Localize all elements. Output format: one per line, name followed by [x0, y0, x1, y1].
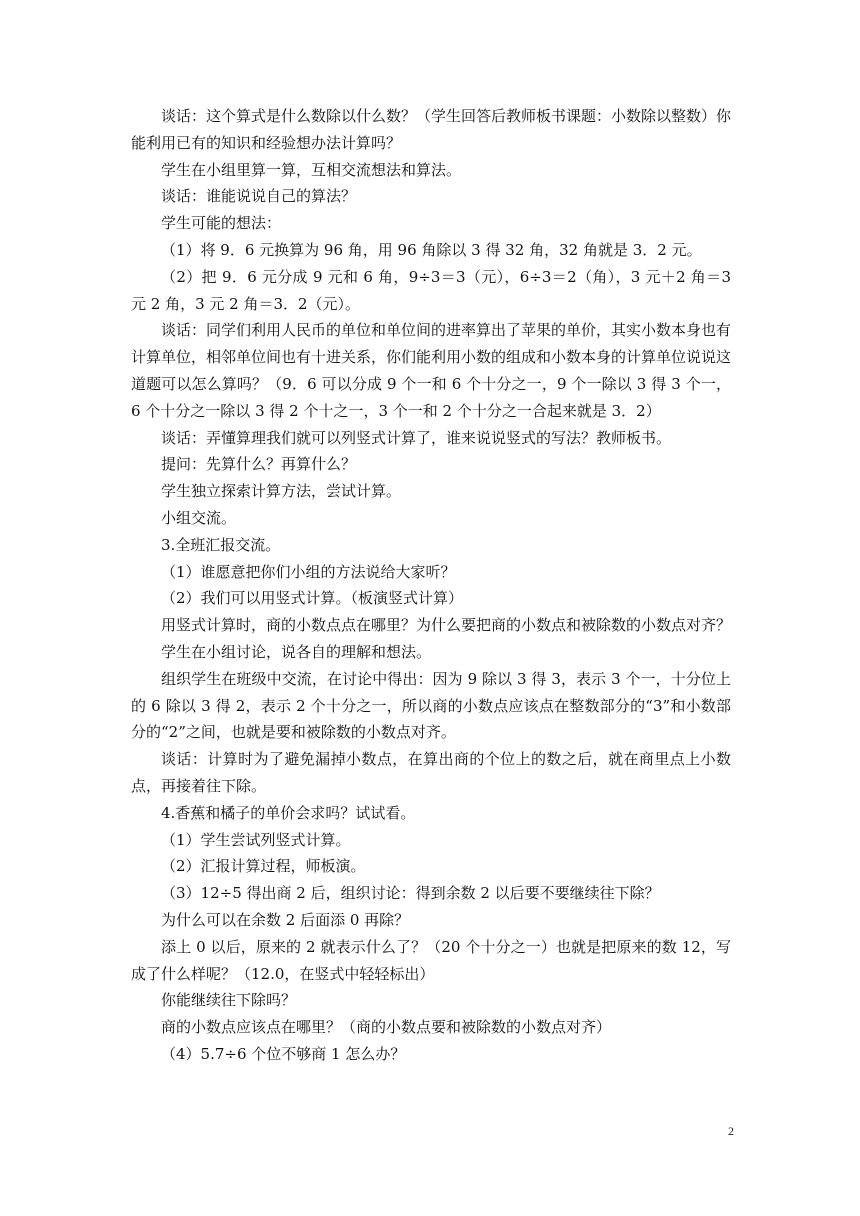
paragraph: 谈话：谁能说说自己的算法？: [161, 187, 357, 206]
paragraph: 小组交流。: [161, 508, 237, 527]
paragraph: 组织学生在班级中交流，在讨论中得出：因为 9 除以 3 得 3，表示 3 个一，十分位上的 6 除以 3 得 2，表示 2 个十分之一，所以商的小数点应该点在整数部分的“3”和小数部分的“2”之间，也就是要和被除数的小数点对齐。: [131, 669, 731, 742]
paragraph: （1）将 9．6 元换算为 96 角，用 96 角除以 3 得 32 角，32 角就是 3．2 元。: [161, 240, 702, 259]
paragraph: 用竖式计算时，商的小数点点在哪里？为什么要把商的小数点和被除数的小数点对齐？: [161, 616, 732, 635]
paragraph: 3.全班汇报交流。: [161, 535, 281, 554]
paragraph: 谈话：同学们利用人民币的单位和单位间的进率算出了苹果的单价，其实小数本身也有计算单位，相邻单位间也有十进关系，你们能利用小数的组成和小数本身的计算单位说说这道题可以怎么算吗？（9．6 可以分成 9 个一和 6 个十分之一，9 个一除以 3 得 3 个一，6 个十分之一除以 3 得 2 个十之一，3 个一和 2 个十分之一合起来就是 3．2）: [131, 321, 732, 420]
paragraph: 提问：先算什么？再算什么？: [161, 455, 357, 474]
paragraph: 学生在小组讨论，说各自的理解和想法。: [161, 642, 432, 661]
paragraph: （3）12÷5 得出商 2 后，组织讨论：得到余数 2 以后要不要继续往下除？: [161, 884, 660, 903]
paragraph: 学生在小组里算一算，互相交流想法和算法。: [161, 160, 462, 179]
document-body: [131, 103, 731, 1068]
paragraph: 添上 0 以后，原来的 2 就表示什么了？（20 个十分之一）也就是把原来的数 12，写成了什么样呢？（12.0，在竖式中轻轻标出）: [131, 937, 731, 983]
paragraph: （2）把 9．6 元分成 9 元和 6 角，9÷3＝3（元），6÷3＝2（角），3 元＋2 角＝3 元 2 角，3 元 2 角＝3．2（元）。: [131, 267, 731, 313]
paragraph: 学生独立探索计算方法，尝试计算。: [161, 482, 402, 501]
paragraph: （2）我们可以用竖式计算。（板演竖式计算）: [161, 589, 464, 608]
paragraph: 商的小数点应该点在哪里？（商的小数点要和被除数的小数点对齐）: [161, 1018, 612, 1037]
paragraph: 你能继续往下除吗？: [161, 991, 297, 1010]
paragraph: 学生可能的想法：: [161, 214, 282, 233]
paragraph: 4.香蕉和橘子的单价会求吗？试试看。: [161, 803, 416, 822]
paragraph: （2）汇报计算过程，师板演。: [161, 857, 366, 876]
paragraph: （1）学生尝试列竖式计算。: [161, 830, 351, 849]
paragraph: 谈话：弄懂算理我们就可以列竖式计算了，谁来说说竖式的写法？教师板书。: [161, 428, 672, 447]
paragraph: 谈话：这个算式是什么数除以什么数？（学生回答后教师板书课题：小数除以整数）你能利用已有的知识和经验想办法计算吗？: [131, 107, 732, 152]
paragraph: 为什么可以在余数 2 后面添 0 再除？: [161, 910, 410, 929]
paragraph: （4）5.7÷6 个位不够商 1 怎么办？: [161, 1044, 406, 1063]
paragraph: （1）谁愿意把你们小组的方法说给大家听？: [161, 562, 456, 581]
page-number: 2: [728, 1124, 734, 1138]
paragraph: 谈话：计算时为了避免漏掉小数点，在算出商的个位上的数之后，就在商里点上小数点，再接着往下除。: [131, 750, 731, 795]
